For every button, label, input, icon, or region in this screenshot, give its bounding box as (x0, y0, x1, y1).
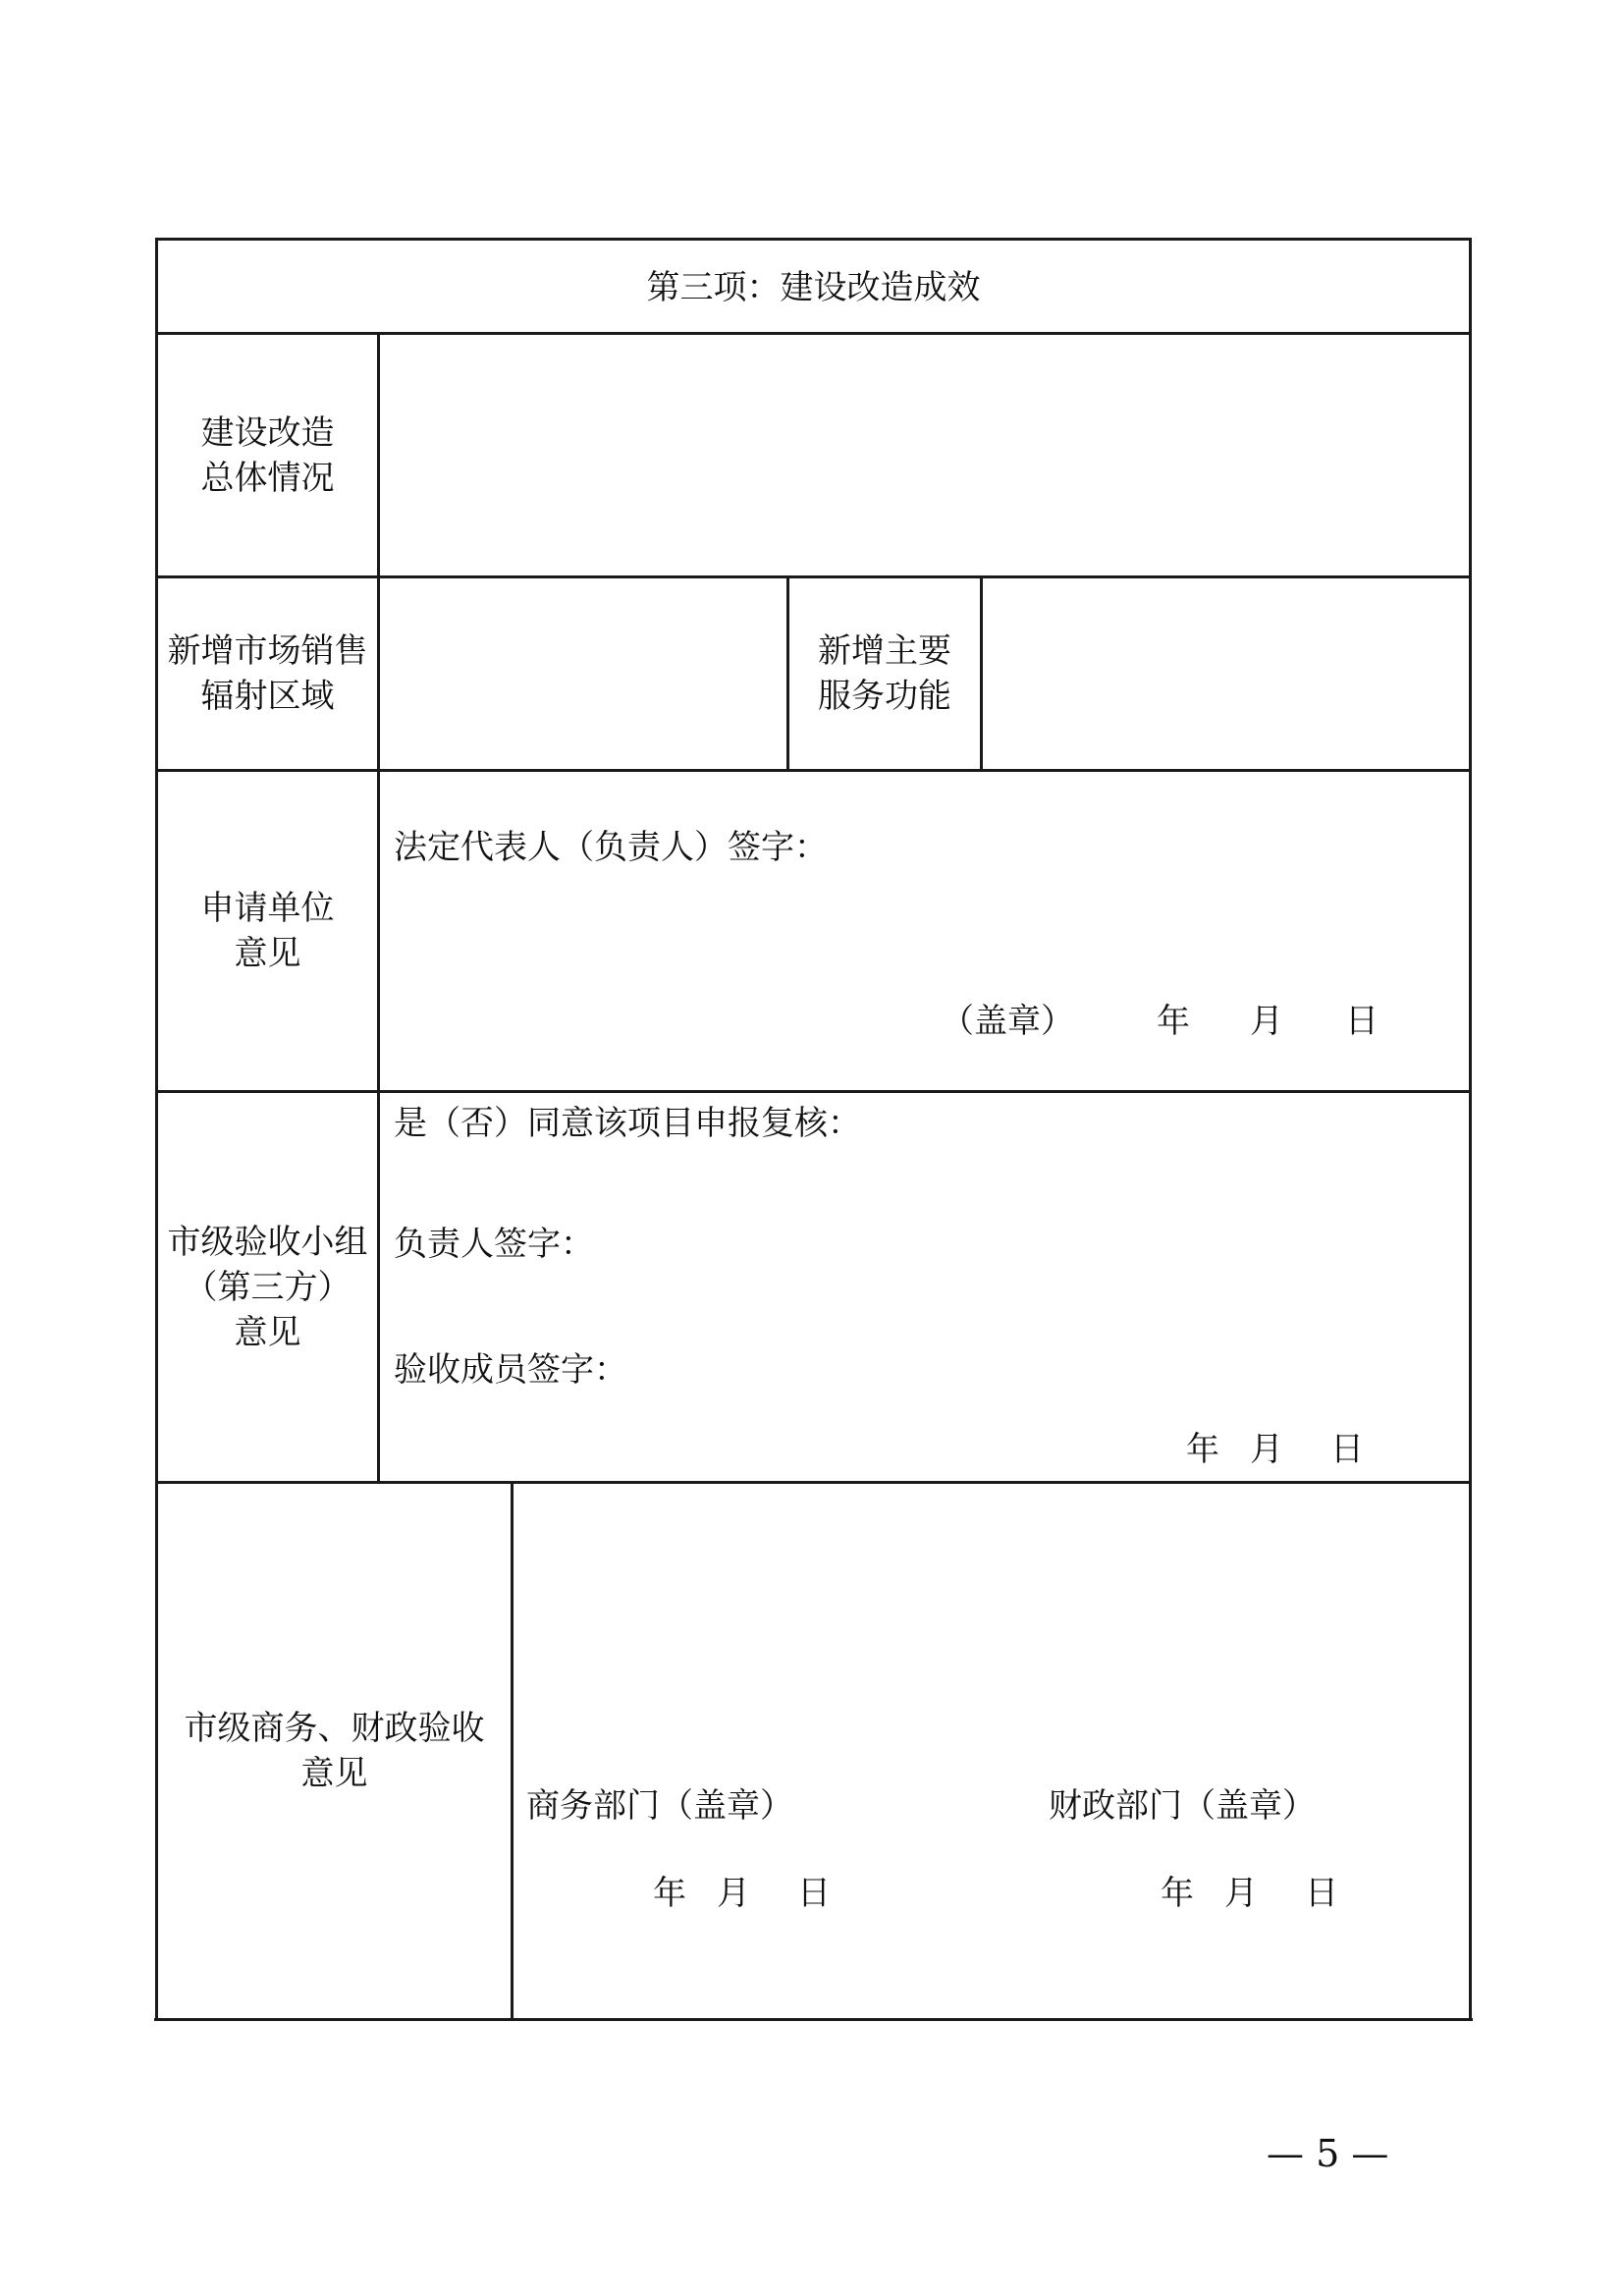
label-applicant-opinion (158, 772, 377, 1090)
label-commerce-finance-opinion (158, 1484, 511, 2018)
label-overall-line1: 建设改造 (200, 412, 335, 453)
leader-signature-label: 负责人签字： (394, 1225, 594, 1264)
label-applicant-line2: 意见 (234, 934, 301, 973)
label-group-line3: 意见 (234, 1312, 301, 1352)
applicant-date-day: 日 (1345, 1002, 1379, 1041)
finance-dept-seal-label: 财政部门（盖章） (1049, 1786, 1316, 1826)
finance-date-month: 月 (1224, 1874, 1258, 1913)
applicant-date-year: 年 (1157, 1002, 1190, 1041)
label-service-line2: 服务功能 (818, 677, 951, 716)
label-service-line1: 新增主要 (818, 631, 951, 671)
market-area-field[interactable] (380, 578, 786, 769)
finance-date-year: 年 (1161, 1874, 1194, 1913)
label-market-line2: 辐射区域 (200, 677, 335, 716)
group-date-day: 日 (1330, 1430, 1364, 1469)
commerce-dept-seal-label: 商务部门（盖章） (526, 1786, 793, 1826)
table-border-top (157, 238, 1471, 241)
commerce-date-day: 日 (797, 1874, 831, 1913)
label-cf-line2: 意见 (300, 1754, 368, 1793)
table-border-bottom (154, 2018, 1473, 2021)
label-group-line2: （第三方） (184, 1267, 351, 1307)
label-acceptance-group-opinion (158, 1093, 377, 1481)
applicant-seal-label: （盖章） (941, 1002, 1074, 1041)
col-divider-last-row (511, 1481, 514, 2021)
group-date-month: 月 (1250, 1430, 1283, 1469)
label-cf-line1: 市级商务、财政验收 (184, 1709, 485, 1748)
label-market-area (158, 578, 377, 769)
approve-review-label: 是（否）同意该项目申报复核： (394, 1104, 861, 1143)
commerce-date-year: 年 (653, 1874, 686, 1913)
overall-situation-field[interactable] (380, 335, 1469, 575)
commerce-date-month: 月 (717, 1874, 750, 1913)
legal-rep-signature-label: 法定代表人（负责人）签字： (394, 828, 828, 867)
table-border-right (1469, 238, 1472, 2021)
label-market-line1: 新增市场销售 (167, 631, 368, 671)
label-overall-line2: 总体情况 (200, 458, 335, 498)
label-applicant-line1: 申请单位 (200, 889, 335, 928)
group-date-year: 年 (1186, 1430, 1219, 1469)
label-group-line1: 市级验收小组 (167, 1222, 368, 1262)
section-title: 第三项：建设改造成效 (646, 268, 981, 307)
service-function-field[interactable] (983, 578, 1469, 769)
label-overall-situation (158, 335, 377, 575)
finance-date-day: 日 (1305, 1874, 1338, 1913)
label-service-function (789, 578, 980, 769)
page-number: — 5 — (1267, 2132, 1389, 2175)
member-signature-label: 验收成员签字： (394, 1350, 627, 1390)
applicant-date-month: 月 (1250, 1002, 1283, 1041)
